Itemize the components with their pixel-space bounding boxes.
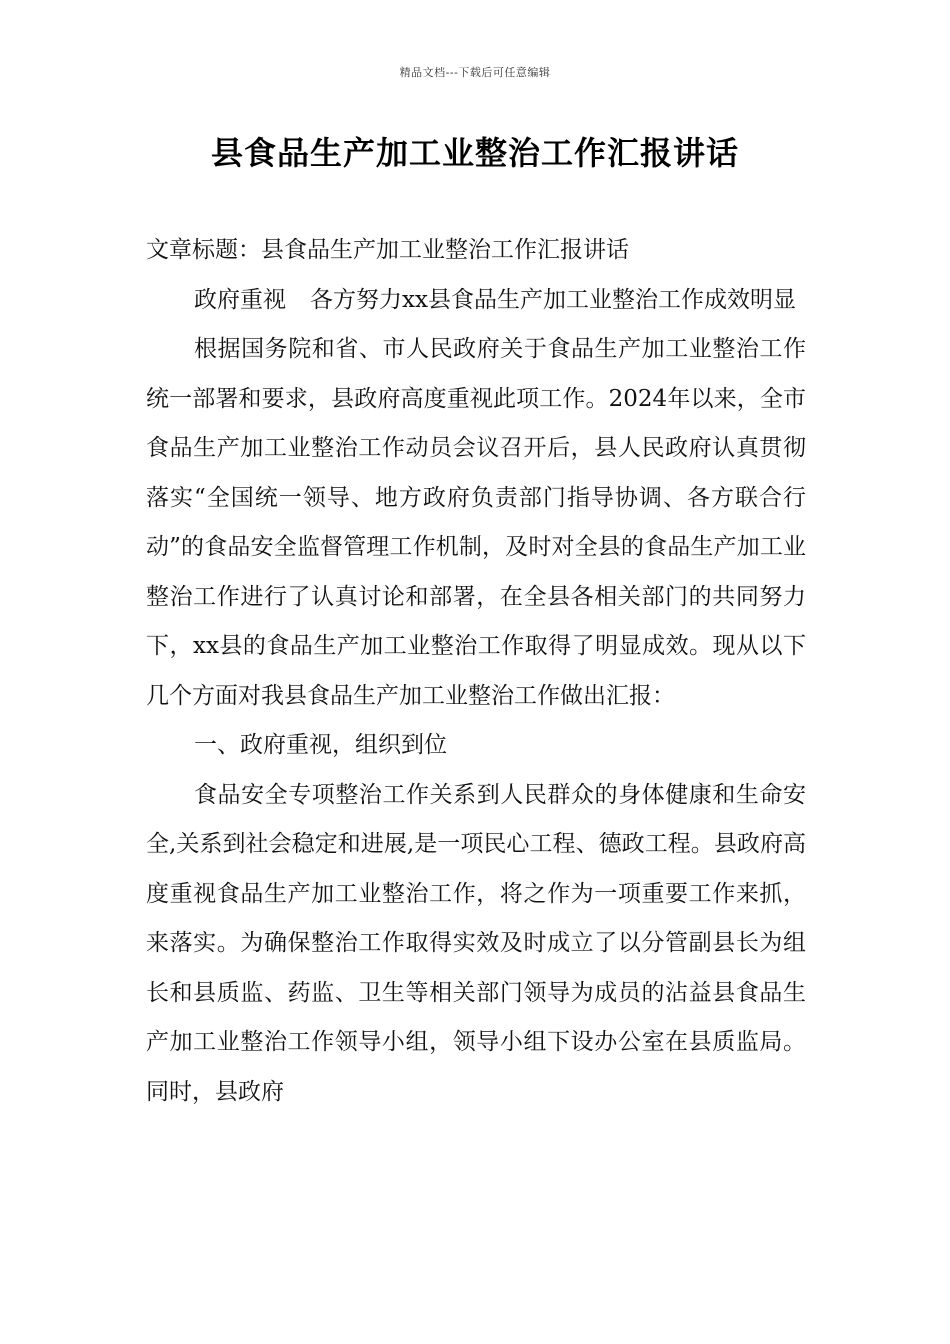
subheading: [146, 276, 806, 326]
article-title-line: 文章标题：县食品生产加工业整治工作汇报讲话: [146, 237, 629, 263]
section-1-heading: 一、政府重视，组织到位: [194, 732, 447, 758]
paragraph-1: 根据国务院和省、市人民政府关于食品生产加工业整治工作统一部署和要求，县政府高度重视此项工作。2024年以来，全市食品生产加工业整治工作动员会议召开后，县人民政府认真贯彻落实“全国统一领导、地方政府负责部门指导协调、各方联合行动”的食品安全监督管理工作机制，及时对全县的食品生产加工业整治工作进行了认真讨论和部署，在全县各相关部门的共同努力下，xx县的食品生产加工业整治工作取得了明显成效。现从以下几个方面对我县食品生产加工业整治工作做出汇报：: [146, 336, 806, 709]
paragraph-2: 食品安全专项整治工作关系到人民群众的身体健康和生命安全,关系到社会稳定和进展,是一项民心工程、德政工程。县政府高度重视食品生产加工业整治工作，将之作为一项重要工作来抓，来落实。为确保整治工作取得实效及时成立了以分管副县长为组长和县质监、药监、卫生等相关部门领导为成员的沾益县食品生产加工业整治工作领导小组，领导小组下设办公室在县质监局。同时，县政府: [146, 781, 806, 1105]
subheading-left: 政府重视: [194, 286, 286, 313]
document-title: 县食品生产加工业整治工作汇报讲话: [210, 134, 739, 172]
header-note: 精品文档---下载后可任意编辑: [399, 66, 551, 79]
document-body: [146, 226, 806, 1117]
subheading-right: 各方努力xx县食品生产加工业整治工作成效明显: [310, 286, 796, 313]
